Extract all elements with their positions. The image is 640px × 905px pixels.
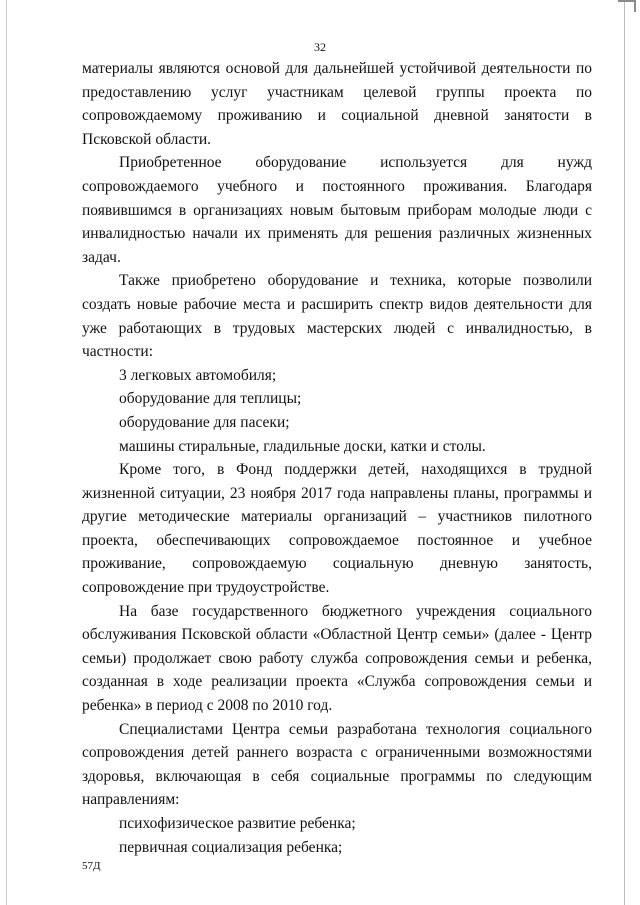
list-item-laundry: машины стиральные, гладильные доски, катки и столы. xyxy=(119,437,486,455)
list-item-greenhouse: оборудование для теплицы; xyxy=(119,390,302,408)
scan-left-edge xyxy=(6,0,7,905)
document-body xyxy=(82,57,592,859)
page-number: 32 xyxy=(314,40,326,54)
list-item-cars: 3 легковых автомобиля; xyxy=(119,366,277,384)
scan-corner-mark xyxy=(618,0,636,12)
paragraph-family-center: На базе государственного бюджетного учреждения социального обслуживания Псковской области «Областной Центр семьи» (далее - Центр семьи) продолжает свою работу служба сопровождения семьи и ребенка, созданная в ходе реализации проекта «Служба сопровождения семьи и ребенка» в период с 2008 по 2010 год. xyxy=(82,602,592,715)
paragraph-fund-materials: Кроме того, в Фонд поддержки детей, находящихся в трудной жизненной ситуации, 23 ноября 2017 года направлены планы, программы и другие методические материалы организаций – участников пилотного проекта, обеспечивающих сопровождаемое постоянное и учебное проживание, сопровождаемую социальную дневную занятость, сопровождение при трудоустройстве. xyxy=(82,461,592,597)
list-item-psychophysical: психофизическое развитие ребенка; xyxy=(119,815,356,832)
paragraph-equipment-use: Приобретенное оборудование используется для нужд сопровождаемого учебного и постоянного проживания. Благодаря появившимся в организациях новым бытовым приборам молодые люди с инвалидностью начали их применять для решения различных жизненных задач. xyxy=(82,154,592,266)
paragraph-continuation: материалы являются основой для дальнейшей устойчивой деятельности по предоставлению услуг участникам целевой группы проекта по сопровождаемому проживанию и социальной дневной занятости в Псковской области. xyxy=(82,60,592,148)
list-item-socialization: первичная социализация ребенка; xyxy=(119,838,343,856)
footer-code: 57Д xyxy=(82,860,101,872)
list-item-apiary: оборудование для пасеки; xyxy=(119,413,290,431)
scan-right-edge xyxy=(624,0,625,905)
paragraph-technology: Специалистами Центра семьи разработана технология социального сопровождения детей раннего возраста с ограниченными возможностями здоровья, включающая в себя социальные программы по следующим направлениям: xyxy=(82,720,592,809)
paragraph-equipment-acquired: Также приобретено оборудование и техника, которые позволили создать новые рабочие места и расширить спектр видов деятельности для уже работающих в трудовых мастерских людей с инвалидностью, в частности: xyxy=(82,272,592,361)
